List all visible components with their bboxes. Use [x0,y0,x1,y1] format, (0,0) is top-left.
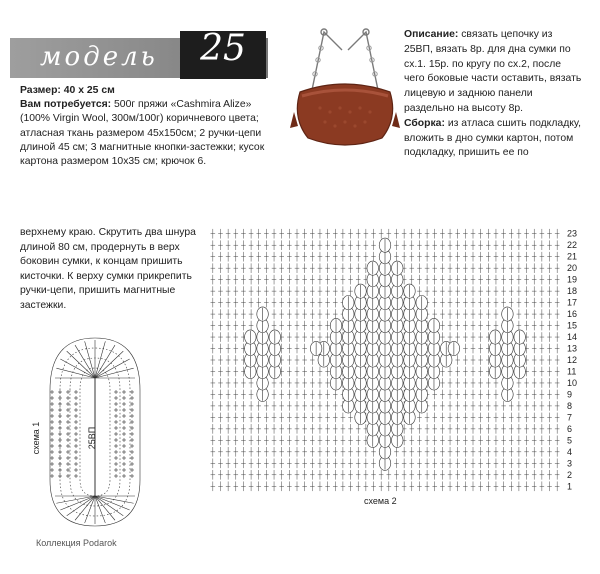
assembly-label: Сборка: [404,117,445,129]
schema-1-diagram [31,330,150,530]
row-number: 7 [567,412,573,423]
schema-1-label: схема 1 [31,421,41,455]
description-label: Описание: [404,29,459,40]
row-number: 22 [567,240,578,251]
size-value: 40 х 25 см [63,85,115,96]
assembly-continued-text: верхнему краю. Скрутить два шнура длиной 80 см, продернуть в верх боковин сумки, к концам пришить кисточки. К верху сумки прикрепить ручки-цепи, пришить магнитные застежки. [20,227,196,311]
description-text [404,28,584,161]
schema-2-label: схема 2 [364,496,397,506]
model-title: модель [40,42,158,72]
row-number: 4 [567,446,573,457]
model-number: 25 [200,28,246,69]
row-number: 12 [567,355,578,365]
row-number: 2 [567,469,573,480]
row-number: 9 [567,389,573,400]
row-number: 18 [567,286,578,297]
row-number: 6 [567,423,573,434]
row-number: 5 [567,435,573,446]
row-number: 1 [567,481,573,492]
schema-1-center-label: 25ВП [87,426,97,450]
bag-photo [290,28,400,160]
row-number: 19 [567,274,578,285]
materials-body: 500г пряжи «Cashmira Alize» (100% Virgin Wool, 300м/100г) коричневого цвета; атласная ткань размером 45х150см; 2 ручки-цепи длиной 45 см; 3 магнитные кнопки-застежки; кусок картона размером 10х35 см; крючок 6. [20,99,265,168]
bag-chain [312,29,378,90]
row-number: 11 [567,366,577,377]
assembly-body: из атласа сшить подкладку, вложить в дно сумки картон, потом подкладку, пришить ее по [404,117,581,159]
row-number: 13 [567,343,578,354]
materials-text [20,84,276,169]
row-number: 14 [567,332,578,343]
row-number: 15 [567,320,578,331]
description-body: связать цепочку из 25ВП, вязать 8р. для дна сумки по сх.1. 15р. по кругу по сх.2, после чего боковые части оставить, вязать лицевую и заднюю панели раздельно на высоту 8р. [404,29,582,114]
size-label: Размер: [20,85,61,96]
row-number: 8 [567,400,573,411]
row-number: 17 [567,297,578,308]
row-number: 16 [567,309,578,320]
row-number: 21 [567,251,578,262]
row-number: 20 [567,263,578,274]
materials-label: Вам потребуется: [20,99,112,111]
row-number: 10 [567,377,578,388]
row-number: 3 [567,458,573,469]
schema-2-diagram [205,226,600,506]
row-number: 23 [567,228,578,239]
collection-credit: Коллекция Podarok [36,538,117,548]
